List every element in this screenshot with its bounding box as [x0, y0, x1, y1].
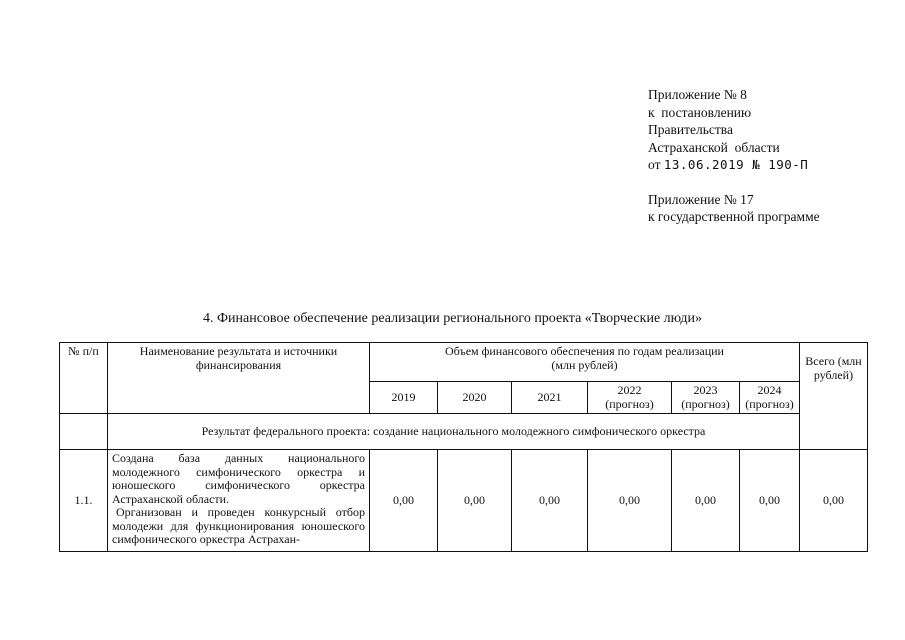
appendix17-line2: к государственной программе	[648, 209, 820, 224]
decree-date: 13.06.2019	[663, 157, 745, 172]
appendix8-line3: Правительства	[648, 122, 733, 137]
year-2021: 2021	[512, 382, 588, 414]
federal-result-no	[60, 414, 108, 450]
year-2023: 2023 (прогноз)	[672, 382, 740, 414]
value-2020: 0,00	[438, 450, 512, 552]
financing-table	[59, 342, 868, 552]
section-title: 4. Финансовое обеспечение реализации регионального проекта «Творческие люди»	[202, 311, 703, 326]
year-2019: 2019	[370, 382, 438, 414]
row-desc-p1: Создана база данных национального молодежного симфонического оркестра и юношеского симфонического оркестра Астраханской области.	[112, 451, 365, 506]
value-2021: 0,00	[512, 450, 588, 552]
value-2023: 0,00	[672, 450, 740, 552]
appendix-header	[648, 86, 820, 226]
forecast-label: (прогноз)	[681, 396, 730, 411]
appendix8-line2: к постановлению	[648, 104, 752, 120]
row-description	[108, 450, 370, 552]
header-no: № п/п	[60, 343, 108, 414]
decree-number: № 190-П	[744, 157, 809, 172]
appendix8-line4: Астраханской области	[648, 139, 780, 155]
appendix8-date-line	[648, 156, 820, 174]
forecast-label: (прогноз)	[745, 396, 794, 411]
row-number: 1.1.	[60, 450, 108, 552]
value-2019: 0,00	[370, 450, 438, 552]
year-2020: 2020	[438, 382, 512, 414]
appendix8-line1: Приложение № 8	[648, 87, 747, 102]
value-2022: 0,00	[588, 450, 672, 552]
row-desc-p2: Организован и проведен конкурсный отбор молодежи для функционирования юношеского симфонического оркестра Астрахан-	[112, 505, 365, 546]
header-volume	[370, 343, 800, 382]
date-prefix: от	[648, 157, 664, 172]
appendix17-line1: Приложение № 17	[648, 191, 754, 207]
header-volume-title: Объем финансового обеспечения по годам реализации	[445, 344, 724, 358]
header-volume-unit: (млн рублей)	[551, 357, 618, 372]
federal-result: Результат федерального проекта: создание национального молодежного симфонического оркестра	[108, 414, 800, 450]
header-total: Всего (млн рублей)	[800, 343, 868, 450]
year-2024: 2024 (прогноз)	[740, 382, 800, 414]
value-total: 0,00	[800, 450, 868, 552]
value-2024: 0,00	[740, 450, 800, 552]
forecast-label: (прогноз)	[605, 396, 654, 411]
header-name: Наименование результата и источники финансирования	[108, 343, 370, 414]
year-2022: 2022 (прогноз)	[588, 382, 672, 414]
